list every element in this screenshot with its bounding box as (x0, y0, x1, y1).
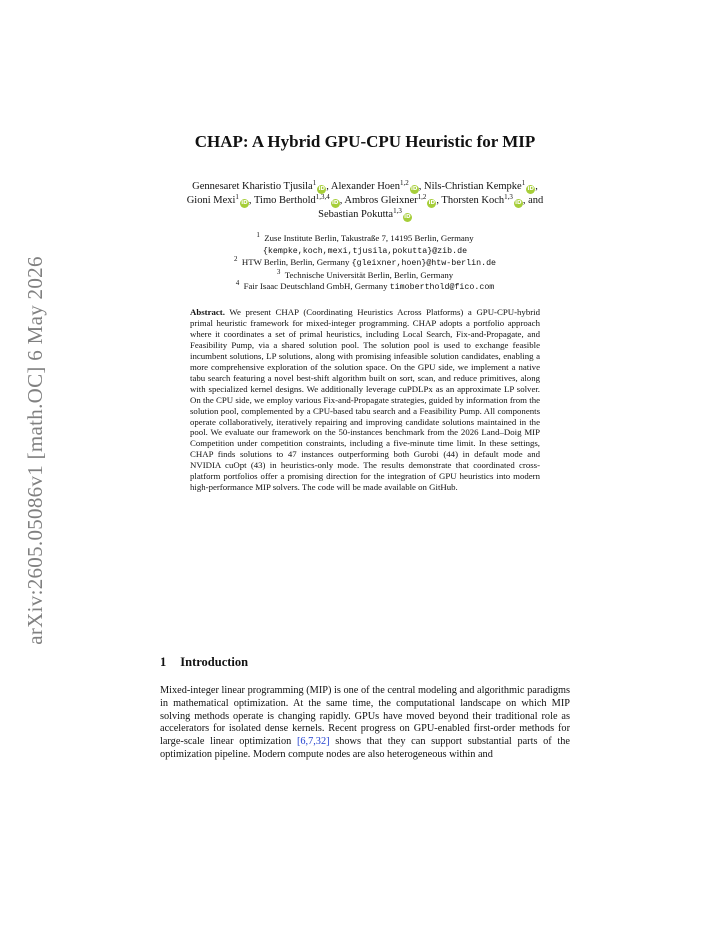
arxiv-id-text: arXiv:2605.05086v1 [math.OC] 6 May 2026 (22, 255, 47, 645)
intro-text-end: shows that they can support substantial parts of the optimization pipeline. Modern compute nodes are also heterogeneous within and (160, 736, 570, 760)
author-affiliation-marker: 1,2 (417, 193, 427, 201)
orcid-icon[interactable]: iD (404, 214, 411, 220)
author-affiliation-marker: 1 (312, 179, 317, 187)
section-title: Introduction (180, 655, 249, 669)
intro-text-start: Mixed-integer linear programming (MIP) is one of the central modeling and algorithmic paradigms in mathematical optimization. At the same time, the computational landscape on which MIP solving methods operate is changing rapidly. GPUs have moved beyond their traditional role as accelerators for isolated dense kernels. Recent progress on GPU-enabled first-order methods for large-scale linear optimization (160, 685, 570, 748)
affiliation-number: 3 (276, 267, 281, 276)
orcid-icon[interactable]: iD (332, 200, 339, 206)
abstract-label: Abstract. (190, 307, 225, 317)
orcid-icon[interactable]: iD (428, 200, 436, 206)
affiliation-text: Fair Isaac Deutschland GmbH, Germany (243, 281, 390, 291)
affiliation (160, 233, 570, 245)
author-name: Timo Berthold (253, 195, 316, 206)
author-affiliation-marker: 1 (521, 179, 526, 187)
affiliation (160, 257, 570, 270)
section-number: 1 (160, 655, 167, 669)
affiliation-number: 4 (235, 279, 240, 287)
author (331, 181, 419, 192)
author-affiliation-marker: 1,3,4 (315, 193, 330, 201)
abstract (190, 307, 540, 493)
affiliation-email-line (160, 245, 570, 258)
author-name: Nils-Christian Kempke (423, 181, 522, 192)
affiliation (160, 267, 570, 282)
paper-title: CHAP: A Hybrid GPU-CPU Heuristic for MIP (194, 132, 536, 151)
affiliation-text: Zuse Institute Berlin, Takustraße 7, 14195 Berlin, Germany (264, 233, 474, 243)
orcid-icon[interactable]: iD (318, 186, 325, 192)
citation-link[interactable]: [6,7,32] (296, 736, 330, 748)
section-heading (160, 655, 248, 670)
author-name: Sebastian Pokutta (318, 209, 394, 220)
author-affiliation-marker: 1,2 (399, 179, 409, 187)
author (441, 195, 522, 206)
author (192, 181, 326, 192)
author (344, 195, 436, 206)
affiliation-email[interactable]: {gleixner,hoen}@htw-berlin.de (351, 259, 497, 268)
author (254, 195, 340, 206)
affiliation (160, 281, 570, 294)
affiliation-list (160, 233, 570, 294)
author-name: Gennesaret Kharistio Tjusila (192, 181, 313, 192)
author-name: Thorsten Koch (441, 195, 505, 206)
author-name: Ambros Gleixner (344, 195, 418, 206)
orcid-icon[interactable]: iD (241, 200, 248, 206)
affiliation-number: 2 (233, 255, 238, 263)
author (424, 181, 535, 192)
orcid-icon[interactable]: iD (527, 186, 534, 192)
introduction-paragraph (160, 685, 570, 762)
orcid-icon[interactable]: iD (411, 186, 418, 192)
author (318, 209, 412, 220)
abstract-text: We present CHAP (Coordinating Heuristics Across Platforms) a GPU-CPU-hybrid primal heuristic framework for mixed-integer programming. CHAP adopts a portfolio approach where it coordinates a set of primal heuristics, including Local Search, Fix-and-Propagate, and Feasibility Pump, via a shared solution pool. The solution pool is used to exchange feasible incumbent solutions, LP solutions, along with promising infeasible solution candidates, enabling a more comprehensive exploration of the solution space. On the GPU side, we implement a native tabu search featuring a novel best-shift algorithm built on sort, scan, and reduce primitives, along with specialized kernel designs. We additionally leverage cuPDLPx as an approximate LP solver. On the CPU side, we employ various Fix-and-Propagate strategies, guided by information from the solution pool, complemented by a CPU-based tabu search and a Feasibility Pump. All components operate collaboratively, iteratively repairing and improving candidate solutions maintained in the pool. We evaluate our framework on the 50-instances benchmark from the 2026 Land–Doig MIP Competition under competition constraints, including a five-minute time limit. In these settings, CHAP finds solutions to 47 instances outperforming both Gurobi (44) in default mode and NVIDIA cuOpt (43) in heuristics-only mode. The results demonstrate that coordinated cross-platform portfolios offer a promising direction for the integration of GPU heuristics into modern high-performance MIP solvers. The code will be made available on GitHub. (190, 307, 540, 493)
author-affiliation-marker: 1 (235, 193, 239, 201)
affiliation-text: HTW Berlin, Berlin, Germany (241, 257, 352, 267)
affiliation-email[interactable]: {kempke,koch,mexi,tjusila,pokutta}@zib.de (262, 246, 468, 256)
affiliation-number: 1 (256, 231, 260, 239)
author-name: Gioni Mexi (186, 195, 236, 206)
author (187, 195, 249, 206)
author-name: Alexander Hoen (330, 181, 400, 192)
orcid-icon[interactable]: iD (515, 200, 522, 206)
author-affiliation-marker: 1,3 (504, 193, 513, 201)
author-list: Gennesaret Kharistio Tjusila$^1$iD, Alexander Hoen$^{1,2}$iD, Nils-Christian Kempke$^1$iD, Gioni Mexi$^1$iD, Timo Berthold$^{1,3,4}$iD, Ambros Gleixner$^{1,2}$iD, Thorsten Koch$^{1,3}$iD, and Sebastian Pokutta$^{1,3}$iD (186, 179, 544, 220)
author-affiliation-marker: 1,3 (393, 207, 402, 215)
affiliation-text: Technische Universität Berlin, Berlin, Germany (284, 269, 454, 280)
affiliation-email[interactable]: timoberthold@fico.com (389, 283, 495, 292)
arxiv-identifier-stamp (18, 250, 52, 650)
